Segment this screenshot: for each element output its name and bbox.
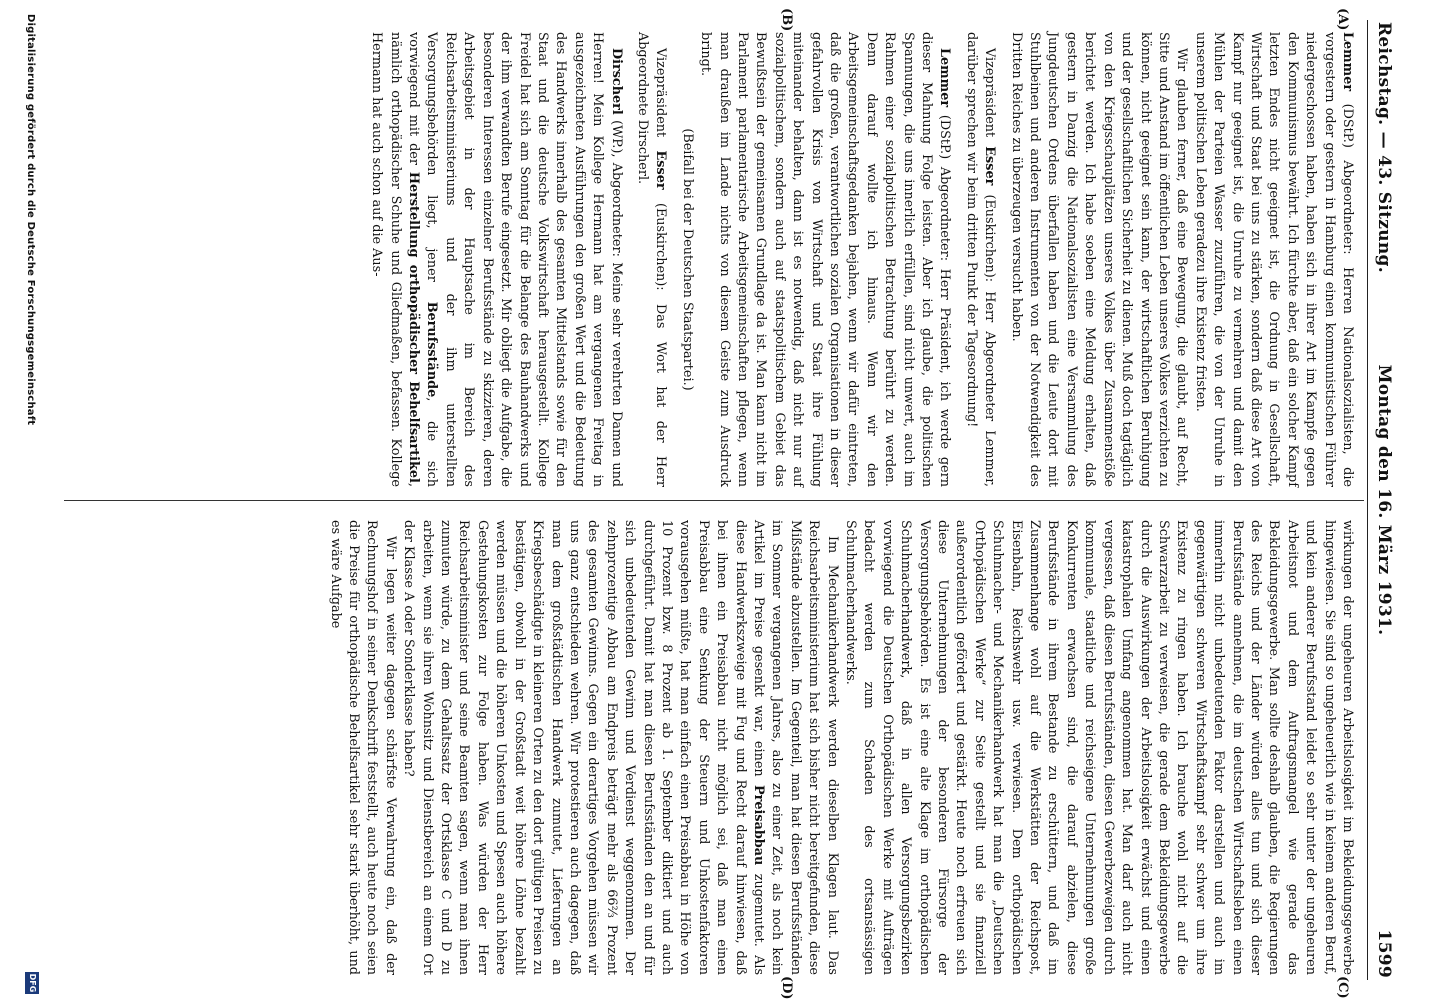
paragraph: Lemmer (DStP.) Abgeordneter: Herr Präsident, ich werde gern dieser Mahnung Folge leisten. Aber ich glaube, die politischen Spannungen, die uns innerlich erfüllen, sind nicht unwert, auch im Rahmen einer sozialpolitischen Betrachtung berührt zu werden. Denn darauf wollte ich hinaus. Wenn wir den Arbeitsgemeinschaftsgedanken bejahen, wenn wir dafür eintreten, daß die großen, verantwortlichen sozialen Organisationen in dieser gefahrvollen Krisis von Wirtschaft und Staat ihre Fühlung miteinander behalten, dann ist es notwendig, daß nicht nur auf sozialpolitischem, sondern auch auf staatspolitischem Gebiet das Bewußtsein der gemeinsamen Grundlage da ist. Man kann nicht im Parlament parlamentarische Arbeitsgemeinschaften pflegen, wenn man draußen im Lande nichts von diesem Geiste zum Ausdruck bringt. (698, 32, 953, 487)
paragraph: Vizepräsident Esser (Euskirchen): Herr Abgeordneter Lemmer, darüber sprechen wir beim dritten Punkt der Tagesordnung! (963, 32, 998, 487)
speaker-name: Lemmer (937, 48, 953, 108)
funding-note: Digitalisierung gefördert durch die Deutsche Forschungsgemeinschaft (25, 14, 36, 426)
page-header (1366, 22, 1394, 978)
speaker-name: Esser (653, 150, 669, 190)
paragraph: Im Mechanikerhandwerk werden dieselben Klagen laut. Das Reichsarbeitsministerium hat sich bisher nicht bereitgefunden, diese Mißstände abzustellen. Im Gegenteil, man hat diesen Berufsständen im Sommer vergangenen Jahres, also zu einer Zeit, als noch kein Artikel im Preise gesenkt war, einen Preisabbau zugemutet. Als diese Handwerkszweige mit Fug und Recht darauf hinwiesen, daß bei ihnen ein Preisabbau nicht möglich sei, daß man einen Preisabbau eine Senkung der Steuern und Unkostenfaktoren vorausgehen müßte, hat man einfach einen Preisabbau in Höhe von 10 Prozent bzw. 8 Prozent ab 1. September diktiert und auch durchgeführt. Damit hat man diesen Berufsständen den an und für sich unbedeutenden Gewinn und Verdienst weggenommen. Der zehnprozentige Abbau am Endpreis beträgt mehr als 66⅔ Prozent des gesamten Gewinns. Gegen ein derartiges Vorgehen müssen wir uns ganz entschieden wehren. Wir protestieren auch dagegen, daß man dem großstädtischen Handwerk zumutet, Lieferungen an Kriegsbeschädigte in kleineren Orten zu den dort gültigen Preisen zu bestätigen, obwohl in der Großstadt weit höhere Löhne bezahlt werden müssen und die höheren Unkosten und Spesen auch höhere Gestehungskosten zur Folge haben. Was würden der Herr Reichsarbeitsminister und seine Beamten sagen, wenn man ihnen zumuten würde, zu dem Gehaltssatz der Ortsklasse C und D zu arbeiten, wenn sie ihren Wohnsitz und Dienstbereich an einem Ort der Klasse A oder Sonderklasse haben? (401, 520, 840, 976)
column-divider (64, 500, 1364, 501)
speaker-name: Dirscherl (608, 48, 624, 115)
left-column (367, 32, 1356, 487)
margin-marker-d: (D) (779, 976, 794, 1000)
speaker-name: Lemmer (1340, 32, 1355, 92)
margin-marker-b: (B) (779, 8, 794, 32)
right-column (325, 520, 1356, 975)
applause-note: (Beifall bei der Deutschen Staatspartei.) (679, 128, 695, 391)
margin-marker-a: (A) (1335, 8, 1350, 31)
header-rule (1367, 20, 1368, 980)
paragraph: wirkungen der ungeheuren Arbeitslosigkeit im Bekleidungsgewerbe hingewiesen. Sie sind so ungeheuerlich wie in keinem anderen Beruf, und kein anderer Berufsstand leidet so sehr unter der ungeheuren Arbeitsnot und dem Auftragsmangel wie gerade das Bekleidungsgewerbe. Man sollte deshalb glauben, die Regierungen des Reichs und der Länder würden alles tun und sich dieser Berufsstände annehmen, die im deutschen Wirtschaftsleben einen immerhin nicht unbedeutenden Faktor darstellen und auch im gegenwärtigen schweren Wirtschaftskampf sehr schwer um ihre Existenz zu ringen haben. Ich brauche wohl nicht auf die Schwarzarbeit zu verweisen, die gerade dem Bekleidungsgewerbe durch die Auswirkungen der Arbeitslosigkeit erwächst und einen katastrophalen Umfang angenommen hat. Man darf auch nicht vergessen, daß diesen Berufsständen, diesen Gewerbezweigen durch kommunale, staatliche und reichseigene Unternehmungen große Konkurrenten erwachsen sind, die darauf abzielen, diese Berufsstände in ihrem Bestande zu erschüttern, und daß im Zusammenhange wohl auf die Werkstätten der Reichspost, Eisenbahn, Reichswehr usw. verwiesen. Dem orthopädischen Schuhmacher- und Mechanikerhandwerk hat man die „Deutschen Orthopädischen Werke“ zur Seite gestellt und sie finanziell außerordentlich gefördert und gestärkt. Heute noch erfreuen sich diese Unternehmungen der besonderen Fürsorge der Versorgungsbehörden. Es ist eine alte Klage im orthopädischen Schuhmacherhandwerk, daß in allen Versorgungsbezirken vorwiegend die Deutschen Orthopädischen Werke mit Aufträgen bedacht werden zum Schaden des ortsansässigen Schuhmacherhandwerks. (843, 520, 1355, 975)
paragraph: Lemmer (DStP.) Abgeordneter: Herren Nationalsozialisten, die vorgestern oder gestern in Hamburg einen kommunistischen Führer niedergeschossen haben, haben sich in ihrer Art im Kampfe gegen den Kommunismus bewährt. Ich fürchte aber, daß ein solcher Kampf letzten Endes nicht geeignet ist, die Ordnung in Gesellschaft, Wirtschaft und Staat bei uns zu stärken, sondern daß diese Art von Kampf nur geeignet ist, die Unruhe zu vermehren und damit den Mühlen der Parteien Wasser zuzuführen, die von der Unruhe in unserem politischen Leben geradezu ihre Existenz fristen. (1192, 32, 1355, 487)
dfg-logo: DFG (25, 972, 39, 994)
paragraph: Dirscherl (WP.), Abgeordneter: Meine sehr verehrten Damen und Herren! Mein Kollege Hermann hat am vergangenen Freitag in ausgezeichneten Ausführungen den großen Wert und die Bedeutung des Handwerks innerhalb des gesamten Mittelstands sowie für den Staat und die deutsche Volkswirtschaft herausgestellt. Kollege Freidel hat sich am Sonntag für die Belange des Bauhandwerks und der ihm verwandten Berufe eingesetzt. Mir obliegt die Aufgabe, die besonderen Interessen einzelner Berufsstände zu skizzieren, deren Arbeitsgebiet in der Hauptsache im Bereich des Reichsarbeitsministeriums und der ihm unterstellten Versorgungsbehörden liegt, jener Berufsstände, die sich vorwiegend mit der Herstellung orthopädischer Behelfsartikel, nämlich orthopädischer Schuhe und Gliedmaßen, befassen. Kollege Hermann hat auch schon auf die Aus- (369, 32, 624, 487)
header-date: Montag den 16. März 1931. (1374, 364, 1394, 636)
paragraph: Wir glauben ferner, daß eine Bewegung, die glaubt, auf Recht, Sitte und Anstand im öffentlichen Leben unseres Volkes verzichten zu können, nicht geeignet sein kann, der wirtschaftlichen Beruhigung und der gesellschaftlichen Sicherheit zu dienen. Muß doch tagtäglich von den Kriegsschauplätzen unseres Volkes über Zusammenstöße berichtet werden. Ich habe soeben eine Meldung erhalten, daß gestern in Danzig die Nationalsozialisten eine Versammlung des Jungdeutschen Ordens überfallen haben und die Leute dort mit Stuhlbeinen und anderen Instrumenten von der Notwendigkeit des Dritten Reiches zu überzeugen versucht haben. (1008, 32, 1190, 487)
header-session: Reichstag. — 43. Sitzung. (1374, 22, 1394, 273)
margin-marker-c: (C) (1335, 976, 1350, 999)
page-number: 1599 (1374, 929, 1394, 978)
paragraph: Wir legen weiter dagegen schärfste Verwahrung ein, daß der Rechnungshof in seiner Denkschrift feststellt, auch heute noch seien die Preise für orthopädische Behelfsartikel sehr stark überhöht, und es wäre Aufgabe (327, 520, 398, 975)
paragraph: Vizepräsident Esser (Euskirchen): Das Wort hat der Herr Abgeordnete Dirscherl. (634, 32, 669, 487)
footer (18, 0, 42, 1000)
speaker-name: Esser (982, 146, 998, 186)
scanned-page (14, 0, 1434, 1000)
